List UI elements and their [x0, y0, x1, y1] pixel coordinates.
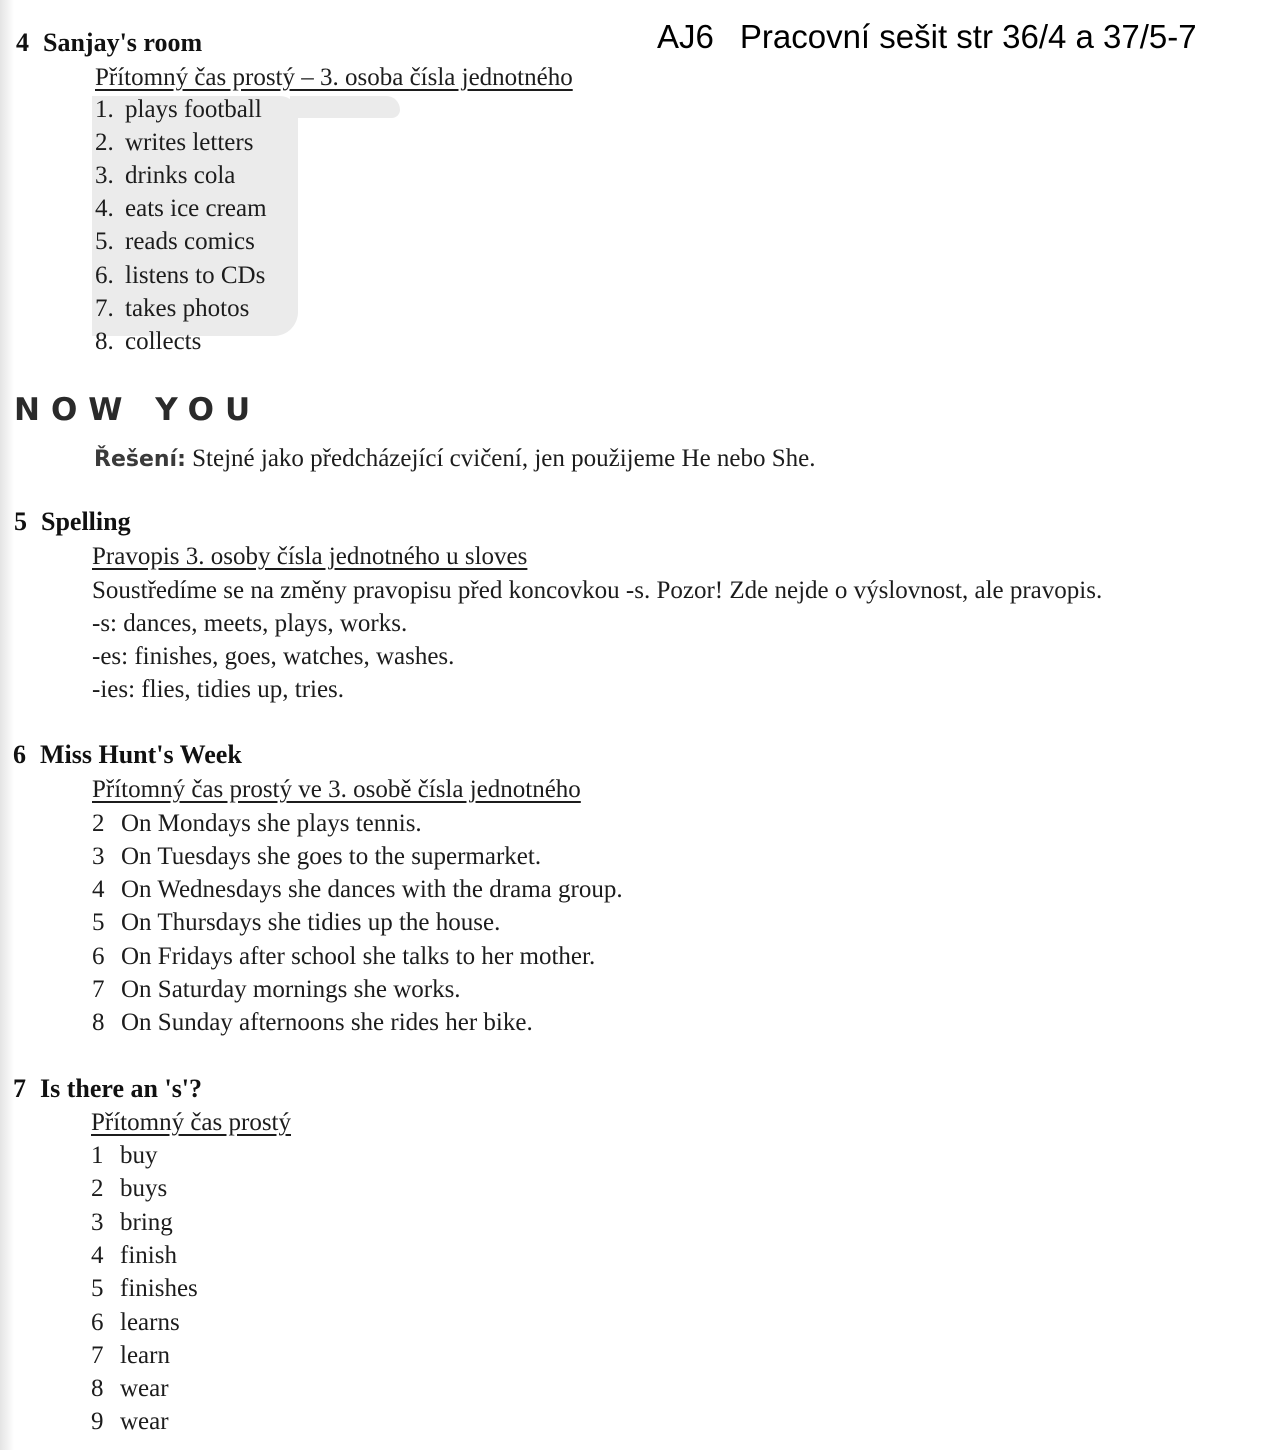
- exercise-title-text: Is there an 's'?: [40, 1074, 203, 1103]
- list-item: 7 On Saturday mornings she works.: [92, 976, 461, 1003]
- list-item: 5 finishes: [91, 1275, 198, 1302]
- list-item: 2 buys: [91, 1175, 168, 1202]
- exercise-4-title: [16, 28, 202, 58]
- list-item: 4. eats ice cream: [95, 195, 267, 222]
- list-item: 1 buy: [91, 1142, 158, 1169]
- exercise-5-title: [14, 507, 131, 537]
- list-item: 8. collects: [95, 328, 202, 355]
- list-item: 7. takes photos: [95, 295, 250, 322]
- list-item: 5 On Thursdays she tidies up the house.: [92, 909, 501, 936]
- list-item: 4 On Wednesdays she dances with the drama group.: [92, 876, 623, 903]
- list-item: 8 wear: [91, 1375, 169, 1402]
- text-line: -s: dances, meets, plays, works.: [92, 610, 408, 637]
- solution-label: Řešení:: [94, 447, 186, 472]
- exercise-6-title: [13, 740, 242, 770]
- list-item: 3 On Tuesdays she goes to the supermarket.: [92, 843, 542, 870]
- solution-line: [94, 445, 816, 473]
- list-item: 1. plays football: [95, 96, 262, 123]
- exercise-7-subtitle: Přítomný čas prostý: [91, 1109, 291, 1136]
- scan-edge-shadow: [0, 0, 14, 1450]
- workbook-reference: Pracovní sešit str 36/4 a 37/5-7: [739, 18, 1197, 55]
- exercise-4-subtitle: Přítomný čas prostý – 3. osoba čísla jednotného: [95, 64, 573, 91]
- course-code: AJ6: [657, 18, 714, 55]
- list-item: 8 On Sunday afternoons she rides her bike.: [92, 1009, 533, 1036]
- solution-text: Stejné jako předcházející cvičení, jen použijeme He nebo She.: [185, 445, 816, 472]
- exercise-6-subtitle: Přítomný čas prostý ve 3. osobě čísla jednotného: [92, 776, 581, 803]
- list-item: 5. reads comics: [95, 228, 255, 255]
- list-item: 2 On Mondays she plays tennis.: [92, 810, 422, 837]
- list-item: 6 On Fridays after school she talks to her mother.: [92, 943, 596, 970]
- text-line: Soustředíme se na změny pravopisu před koncovkou -s. Pozor! Zde nejde o výslovnost, ale pravopis.: [92, 577, 1103, 604]
- list-item: 2. writes letters: [95, 129, 254, 156]
- exercise-title-text: Sanjay's room: [43, 28, 203, 57]
- list-item: 7 learn: [91, 1342, 170, 1369]
- list-item: 3 bring: [91, 1209, 173, 1236]
- exercise-7-title: [13, 1074, 202, 1104]
- page-header: [657, 18, 1197, 56]
- exercise-number: 4: [16, 28, 29, 57]
- list-item: 9 wear: [91, 1408, 169, 1435]
- exercise-5-subtitle: Pravopis 3. osoby čísla jednotného u sloves: [92, 543, 528, 570]
- exercise-title-text: Miss Hunt's Week: [40, 740, 242, 769]
- exercise-title-text: Spelling: [41, 507, 131, 536]
- list-item: 6. listens to CDs: [95, 262, 266, 289]
- exercise-number: 6: [13, 740, 26, 769]
- exercise-number: 5: [14, 507, 27, 536]
- list-item: 6 learns: [91, 1309, 180, 1336]
- list-item: 4 finish: [91, 1242, 177, 1269]
- highlight-shading-top: [290, 96, 400, 118]
- text-line: -es: finishes, goes, watches, washes.: [92, 643, 455, 670]
- exercise-number: 7: [13, 1074, 26, 1103]
- text-line: -ies: flies, tidies up, tries.: [92, 676, 345, 703]
- now-you-heading: NOW YOU: [14, 392, 262, 428]
- list-item: 3. drinks cola: [95, 162, 236, 189]
